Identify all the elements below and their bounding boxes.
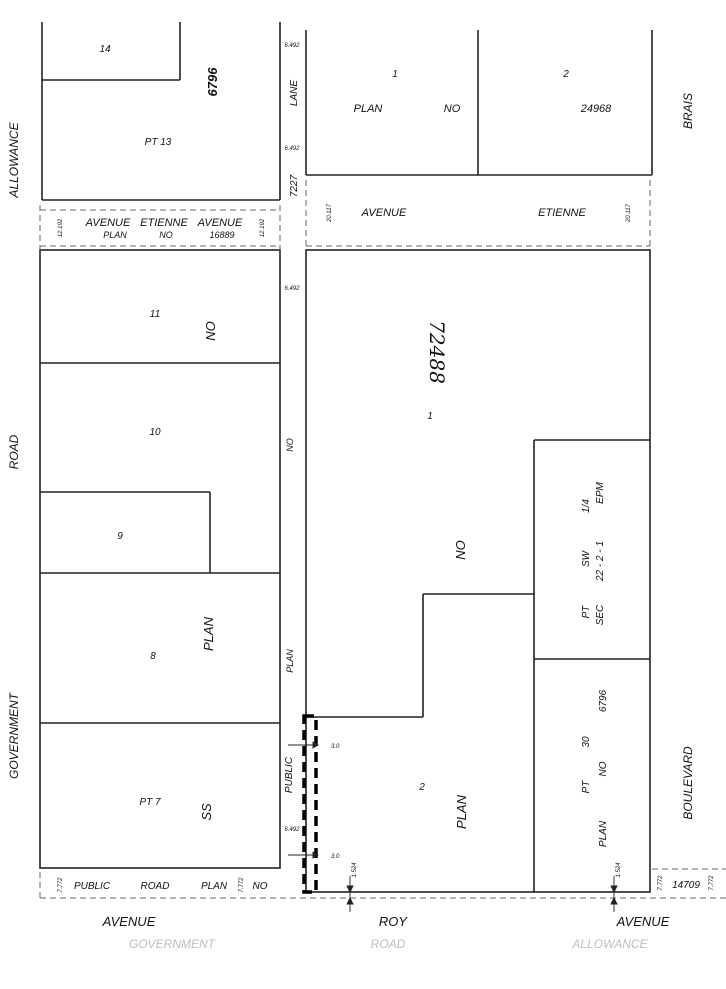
road-roy: ROY <box>378 914 408 929</box>
dim-6492-d: 6.492 <box>284 827 300 833</box>
road-avenue-bottom-left: AVENUE <box>102 914 156 929</box>
main-no-label: NO <box>453 540 468 560</box>
etienne-w-no: NO <box>159 230 173 240</box>
arrowhead-1524-a-bot <box>347 898 353 904</box>
lot-2-label: 2 <box>419 782 425 793</box>
dimension-labels <box>58 43 715 893</box>
lot-pt13-label: PT 13 <box>144 137 172 148</box>
lot-labels <box>99 44 592 808</box>
dim-7772-d: 7.772 <box>709 875 715 891</box>
ne-lot-1-label: 1 <box>392 69 398 80</box>
ss-label: SS <box>199 803 214 821</box>
lot2-plan-label: PLAN <box>454 795 469 829</box>
road-avenue-east: AVENUE <box>361 207 407 219</box>
dim-6492-c: 6.492 <box>284 286 300 292</box>
dim-1524-a: 1.524 <box>352 862 358 878</box>
dim-7772-a: 7.772 <box>58 877 64 893</box>
etienne-w-plan: PLAN <box>103 230 127 240</box>
plan-14709: 14709 <box>672 880 700 891</box>
dim-30-b: 3.0 <box>331 854 340 860</box>
plan-6796-se: 6796 <box>598 689 609 713</box>
road-avenue-bottom-right: AVENUE <box>616 914 670 929</box>
dim-6492-a: 6.492 <box>284 43 300 49</box>
road-lane: LANE <box>289 79 300 107</box>
ne-lot-2-label: 2 <box>563 69 569 80</box>
section-sw: SW <box>581 550 592 568</box>
road-public-road-public: PUBLIC <box>73 881 111 892</box>
dim-20117-b: 20.117 <box>626 204 632 222</box>
se-plan-label: PLAN <box>598 820 609 848</box>
section-description <box>581 481 606 625</box>
dim-30-a: 3.0 <box>331 744 340 750</box>
road-etienne-west: ETIENNE <box>140 217 188 229</box>
road-boulevard: BOULEVARD <box>681 746 695 820</box>
section-pt: PT <box>581 605 592 619</box>
dim-6492-b: 6.492 <box>284 146 300 152</box>
arrowhead-1524-b-bot <box>611 898 617 904</box>
parcel-lines <box>40 22 652 892</box>
road-government-west: GOVERNMENT <box>7 692 21 780</box>
road-etienne-east: ETIENNE <box>538 207 586 219</box>
dim-12192-a: 12.192 <box>58 218 64 238</box>
plan-6796-top: 6796 <box>205 67 220 97</box>
section-quarter: 1/4 <box>581 499 592 513</box>
section-twp: 22 - 2 - 1 <box>595 540 606 582</box>
road-avenue-west-2: AVENUE <box>197 217 243 229</box>
dim-7772-c: 7.772 <box>658 875 664 891</box>
lot-pt7-label: PT 7 <box>139 797 161 808</box>
lot-8-label: 8 <box>150 651 156 662</box>
lot-9-label: 9 <box>117 531 123 542</box>
ne-plan-label: PLAN <box>353 103 383 115</box>
dimension-arrows <box>288 742 617 912</box>
road-public-strip: PUBLIC <box>284 756 295 794</box>
road-allowance-bottom: ALLOWANCE <box>572 937 648 951</box>
plan-labels <box>103 67 700 892</box>
lot-10-label: 10 <box>149 427 161 438</box>
plan-16889: 16889 <box>209 230 235 240</box>
handwritten-plan-72488: 72488 <box>425 320 449 384</box>
public-road-plan: PLAN <box>200 881 228 892</box>
road-avenue-west-1: AVENUE <box>85 217 131 229</box>
arrowhead-1524-b-top <box>611 886 617 892</box>
public-road-no: NO <box>252 881 268 892</box>
west-no-upper: NO <box>203 321 218 341</box>
section-epm: EPM <box>595 482 606 504</box>
plan-7227: 7227 <box>289 174 300 198</box>
lot-pt30-pt-label: PT <box>581 780 592 794</box>
lot-11-label: 11 <box>149 309 161 320</box>
west-plan-lower: PLAN <box>201 617 216 651</box>
lot-1-label: 1 <box>427 411 433 422</box>
road-road-west: ROAD <box>7 434 21 470</box>
public-strip-plan: PLAN <box>285 649 295 673</box>
lot-14-label: 14 <box>99 44 111 55</box>
dim-1524-b: 1.524 <box>616 862 622 878</box>
road-public-road-road: ROAD <box>140 881 170 892</box>
west-lower-block <box>40 250 280 868</box>
road-limit-lines <box>40 180 726 898</box>
ne-no-label: NO <box>443 103 461 115</box>
public-strip-no: NO <box>285 438 295 452</box>
dim-7772-b: 7.772 <box>239 877 245 893</box>
se-no-label: NO <box>598 761 609 777</box>
dim-12192-b: 12.192 <box>260 218 266 238</box>
lot-30-label: 30 <box>581 736 592 748</box>
plan-24968: 24968 <box>580 103 612 115</box>
section-sec: SEC <box>595 604 606 626</box>
road-government-bottom: GOVERNMENT <box>128 937 216 951</box>
arrowhead-1524-a-top <box>347 886 353 892</box>
road-brais: BRAIS <box>681 92 695 130</box>
road-allowance-west: ALLOWANCE <box>7 122 21 198</box>
road-road-bottom: ROAD <box>370 937 406 951</box>
dim-20117-a: 20.117 <box>327 204 333 222</box>
